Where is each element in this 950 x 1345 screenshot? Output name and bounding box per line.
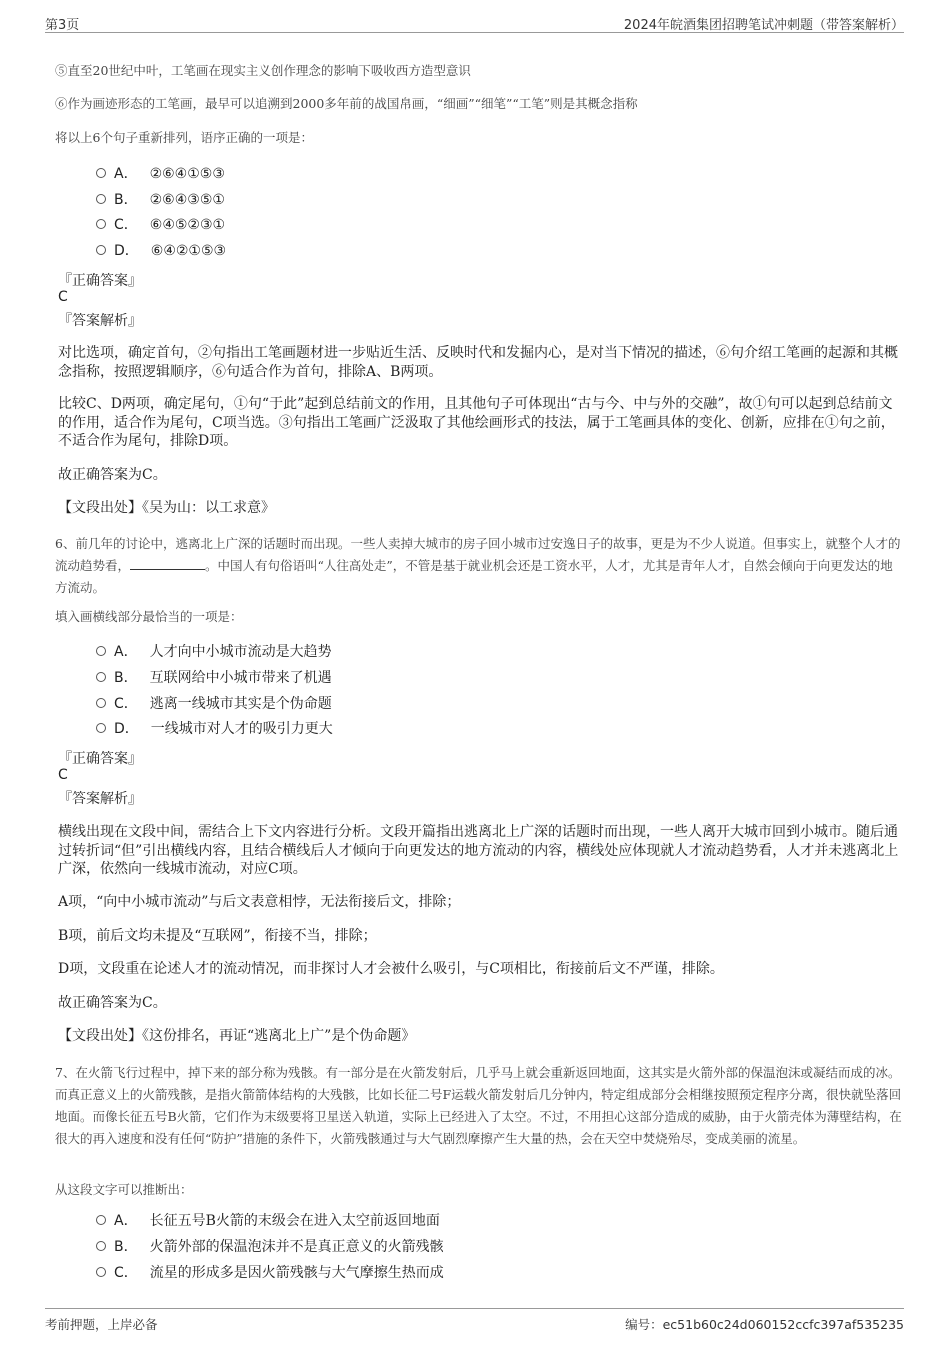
sentence-5: ⑤直至20世纪中叶，工笔画在现实主义创作理念的影响下吸收西方造型意识	[55, 63, 471, 78]
option-a[interactable]: A． ②⑥④①⑤③	[96, 164, 225, 184]
question-prompt: 从这段文字可以推断出：	[55, 1182, 193, 1197]
option-a[interactable]: A． 长征五号B火箭的末级会在进入太空前返回地面	[96, 1211, 440, 1231]
radio-icon[interactable]	[96, 1241, 106, 1251]
radio-icon[interactable]	[96, 672, 106, 682]
analysis-paragraph: 故正确答案为C。	[58, 995, 167, 1011]
radio-icon[interactable]	[96, 646, 106, 656]
sentence-6: ⑥作为画迹形态的工笔画，最早可以追溯到2000多年前的战国帛画，“细画”“细笔”“工笔”则是其概念指称	[55, 96, 638, 111]
radio-icon[interactable]	[96, 245, 106, 255]
option-b[interactable]: B． 火箭外部的保温泡沫并不是真正意义的火箭残骸	[96, 1237, 444, 1257]
radio-icon[interactable]	[96, 194, 106, 204]
analysis-paragraph: 对比选项，确定首句，②句指出工笔画题材进一步贴近生活、反映时代和发掘内心，是对当下情况的描述，⑥句介绍工笔画的起源和其概念指称，按照逻辑顺序，⑥句适合作为首句，排除A、B两项。	[58, 345, 898, 380]
option-c[interactable]: C． 逃离一线城市其实是个伪命题	[96, 694, 332, 714]
option-b[interactable]: B． 互联网给中小城市带来了机遇	[96, 668, 332, 688]
fill-blank	[130, 557, 205, 570]
answer-label: 『正确答案』	[58, 751, 142, 767]
option-c[interactable]: C． 流星的形成多是因火箭残骸与大气摩擦生热而成	[96, 1263, 444, 1283]
question-prompt: 将以上6个句子重新排列，语序正确的一项是：	[55, 130, 313, 145]
radio-icon[interactable]	[96, 698, 106, 708]
option-a[interactable]: A． 人才向中小城市流动是大趋势	[96, 642, 332, 662]
analysis-paragraph: 故正确答案为C。	[58, 467, 167, 483]
page-footer	[45, 1308, 904, 1339]
analysis-label: 『答案解析』	[58, 313, 142, 329]
analysis-paragraph: B项，前后文均未提及“互联网”，衔接不当，排除；	[58, 928, 377, 944]
analysis-paragraph: D项，文段重在论述人才的流动情况，而非探讨人才会被什么吸引，与C项相比，衔接前后文不严谨，排除。	[58, 961, 724, 977]
document-id: 编号：ec51b60c24d060152ccfc397af535235	[625, 1317, 904, 1332]
question-prompt: 填入画横线部分最恰当的一项是：	[55, 609, 243, 624]
radio-icon[interactable]	[96, 1215, 106, 1225]
analysis-label: 『答案解析』	[58, 791, 142, 807]
option-d[interactable]: D． 一线城市对人才的吸引力更大	[96, 719, 333, 739]
option-c[interactable]: C． ⑥④⑤②③①	[96, 215, 225, 235]
question-stem: 7、在火箭飞行过程中，掉下来的部分称为残骸。有一部分是在火箭发射后，几乎马上就会重新返回地面，这其实是火箭外部的保温泡沫或凝结而成的冰。而真正意义上的火箭残骸，是指火箭箭体结构的大残骸，比如长征二号F运载火箭发射后几分钟内，特定组成部分会相继按照预定程序分离，很快就坠落回地面。而像长征五号B火箭，它们作为末级要将卫星送入轨道，实际上已经进入了太空。不过，不用担心这部分造成的威胁，由于火箭壳体为薄壁结构，在很大的再入速度和没有任何“防护”措施的条件下，火箭残骸通过与大气剧烈摩擦产生大量的热，会在天空中焚烧殆尽，变成美丽的流星。	[55, 1065, 902, 1146]
radio-icon[interactable]	[96, 168, 106, 178]
question-stem: 6、前几年的讨论中，逃离北上广深的话题时而出现。一些人卖掉大城市的房子回小城市过安逸日子的故事，更是为不少人说道。但事实上，就整个人才的流动趋势看， 。中国人有句俗语叫“人往高处走”，不管是基于就业机会还是工资水平，人才，尤其是青年人才，自然会倾向于向更发达的地方流动。	[55, 536, 901, 595]
answer-label: 『正确答案』	[58, 273, 142, 289]
footer-slogan: 考前押题，上岸必备	[45, 1317, 158, 1332]
radio-icon[interactable]	[96, 219, 106, 229]
source-citation: 【文段出处】《这份排名，再证“逃离北上广”是个伪命题》	[58, 1028, 416, 1044]
analysis-paragraph: A项，“向中小城市流动”与后文表意相悖，无法衔接后文，排除；	[58, 894, 461, 910]
option-d[interactable]: D． ⑥④②①⑤③	[96, 241, 226, 261]
radio-icon[interactable]	[96, 1267, 106, 1277]
radio-icon[interactable]	[96, 723, 106, 733]
page-header	[45, 12, 904, 33]
document-title: 2024年皖酒集团招聘笔试冲刺题（带答案解析）	[623, 18, 904, 33]
answer-value: C	[58, 289, 68, 305]
analysis-paragraph: 比较C、D两项，确定尾句，①句“于此”起到总结前文的作用，且其他句子可体现出“古与今、中与外的交融”，故①句可以起到总结前文的作用，适合作为尾句，C项当选。③句指出工笔画广泛汲取了其他绘画形式的技法，属于工笔画具体的变化、创新，应排在①句之前，不适合作为尾句，排除D项。	[58, 396, 895, 449]
analysis-paragraph: 横线出现在文段中间，需结合上下文内容进行分析。文段开篇指出逃离北上广深的话题时而出现，一些人离开大城市回到小城市。随后通过转折词“但”引出横线内容，且结合横线后人才倾向于向更发达的地方流动的内容，横线处应体现就人才流动趋势看，人才并未逃离北上广深，依然向一线城市流动，对应C项。	[58, 824, 899, 877]
page-number: 第3页	[45, 18, 80, 33]
answer-value: C	[58, 767, 68, 783]
option-b[interactable]: B． ②⑥④③⑤①	[96, 190, 225, 210]
source-citation: 【文段出处】《吴为山：以工求意》	[58, 500, 275, 516]
